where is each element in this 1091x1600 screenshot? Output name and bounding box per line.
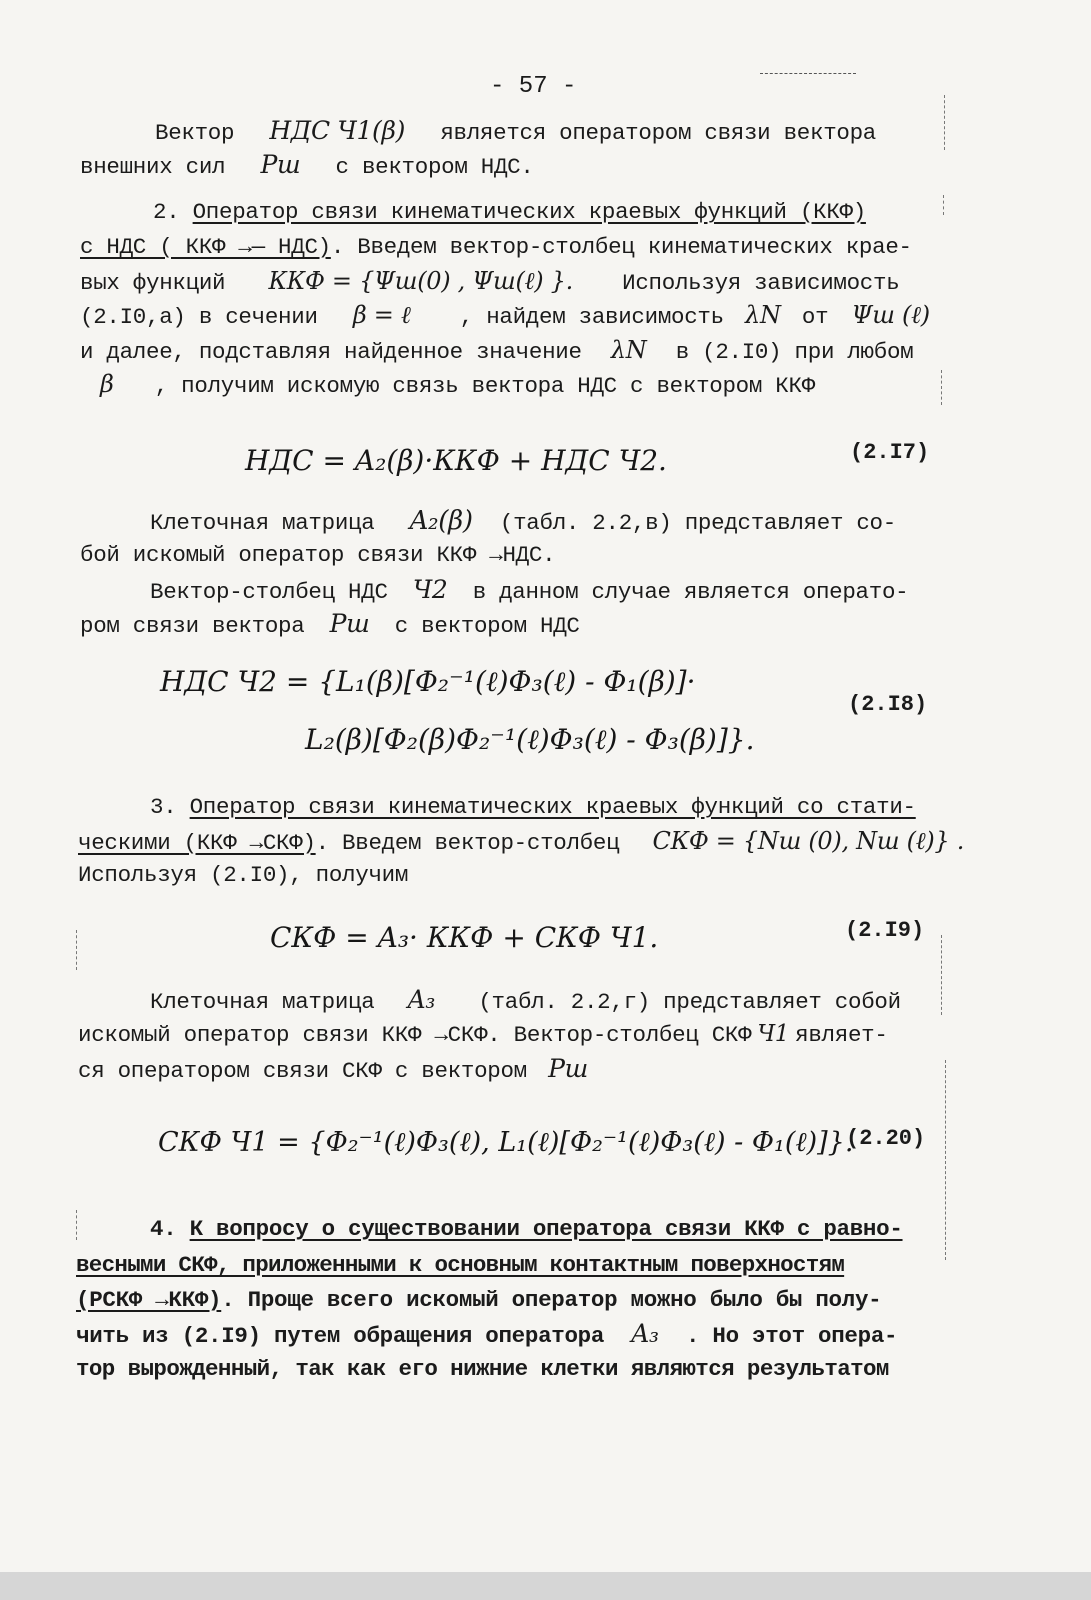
- p4-line-2: искомый оператор связи ККФ →СКФ. Вектор-столбец СКФ Ч1 являет-: [78, 1021, 888, 1048]
- s2-line-4: (2.I0,а) в сечении β = ℓ , найдем зависимость λN от Ψш (ℓ): [80, 301, 930, 330]
- s2-line-2: с НДС ( ККФ →— НДС). Введем вектор-столбец кинематических крае-: [80, 234, 912, 260]
- s3-line-2: ческими (ККФ →СКФ). Введем вектор-столбец СКФ = {Nш (0), Nш (ℓ)} .: [78, 827, 965, 856]
- formula-kkf: ККФ = {Ψш(0) , Ψш(ℓ) }.: [268, 267, 573, 295]
- right-margin-mark: [945, 1060, 946, 1260]
- formula-ndc-ch1: НДС Ч1(β): [269, 116, 406, 145]
- s4-heading: К вопросу о существовании оператора связи ККФ с равно-: [189, 1216, 903, 1242]
- p3-line-4: ром связи вектора Pш с вектором НДС: [80, 609, 580, 639]
- p3-line-2: бой искомый оператор связи ККФ →НДС.: [80, 542, 556, 568]
- p4-line-1: Клеточная матрица A₃ (табл. 2.2,г) представляет собой: [150, 985, 901, 1015]
- s4-line-1: 4. К вопросу о существовании оператора связи ККФ с равно-: [150, 1216, 903, 1242]
- equation-2-18-line-1: НДС Ч2 = {L₁(β)[Φ₂⁻¹(ℓ)Φ₃(ℓ) - Φ₁(β)]·: [160, 665, 696, 698]
- s4-line-5: тор вырожденный, так как его нижние клетки являются результатом: [76, 1356, 889, 1382]
- equation-2-20: СКФ Ч1 = {Φ₂⁻¹(ℓ)Φ₃(ℓ), L₁(ℓ)[Φ₂⁻¹(ℓ)Φ₃(ℓ) - Φ₁(ℓ)]}.: [158, 1127, 854, 1158]
- p4-line-3: ся оператором связи СКФ с вектором Pш: [78, 1054, 588, 1084]
- p1-line-2: внешних сил Pш с вектором НДС.: [80, 150, 534, 180]
- left-margin-mark: [76, 930, 77, 970]
- s4-heading-end: (РСКФ →ККФ): [76, 1287, 222, 1313]
- s3-line-1: 3. Оператор связи кинематических краевых функций со стати-: [150, 794, 916, 820]
- p1-line-1: Вектор НДС Ч1(β) является оператором связи вектора: [155, 116, 877, 146]
- s2-line-3: вых функций ККФ = {Ψш(0) , Ψш(ℓ) }. Используя зависимость: [80, 267, 900, 296]
- p3-line-1: Клеточная матрица A₂(β) (табл. 2.2,в) представляет со-: [150, 506, 896, 536]
- equation-number-2-18: (2.I8): [848, 692, 928, 717]
- s2-heading-cont: с НДС ( ККФ →— НДС): [80, 234, 331, 260]
- s4-heading-cont: весными СКФ, приложенными к основным контактным поверхностям: [76, 1252, 845, 1278]
- scan-bottom-edge: [0, 1572, 1091, 1600]
- s4-line-4: чить из (2.I9) путем обращения оператора A₃ . Но этот опера-: [76, 1319, 898, 1349]
- equation-2-17: НДС = A₂(β)·ККФ + НДС Ч2.: [245, 444, 667, 477]
- s2-heading: Оператор связи кинематических краевых функций (ККФ): [192, 199, 866, 225]
- equation-2-19: СКФ = A₃· ККФ + СКФ Ч1.: [270, 921, 659, 954]
- formula-p-sh: Pш: [260, 150, 301, 179]
- s3-heading: Оператор связи кинематических краевых функций со стати-: [189, 794, 916, 820]
- s4-line-2: [76, 1250, 844, 1280]
- equation-number-2-17: (2.I7): [850, 440, 930, 465]
- right-margin-mark: [941, 370, 942, 405]
- page-number: - 57 -: [490, 73, 577, 100]
- scan-dash-mark: [760, 73, 856, 74]
- s2-line-6: β , получим искомую связь вектора НДС с вектором ККФ: [100, 370, 815, 399]
- right-margin-mark: [943, 195, 944, 215]
- right-margin-mark: [944, 95, 945, 150]
- equation-2-18-line-2: L₂(β)[Φ₂(β)Φ₂⁻¹(ℓ)Φ₃(ℓ) - Φ₃(β)]}.: [305, 723, 755, 756]
- s4-line-3: (РСКФ →ККФ). Проще всего искомый оператор можно было бы полу-: [76, 1287, 882, 1313]
- p3-line-3: Вектор-столбец НДС Ч2 в данном случае является операто-: [150, 575, 909, 605]
- left-margin-mark: [76, 1210, 77, 1240]
- s3-heading-cont: ческими (ККФ →СКФ): [78, 830, 316, 856]
- s2-line-5: и далее, подставляя найденное значение λN в (2.I0) при любом: [80, 336, 914, 365]
- equation-number-2-19: (2.I9): [845, 918, 925, 943]
- s2-line-1: 2. Оператор связи кинематических краевых функций (ККФ): [153, 199, 866, 225]
- right-margin-mark: [941, 935, 942, 1015]
- s3-line-3: Используя (2.I0), получим: [78, 862, 409, 888]
- equation-number-2-20: (2.20): [846, 1126, 926, 1151]
